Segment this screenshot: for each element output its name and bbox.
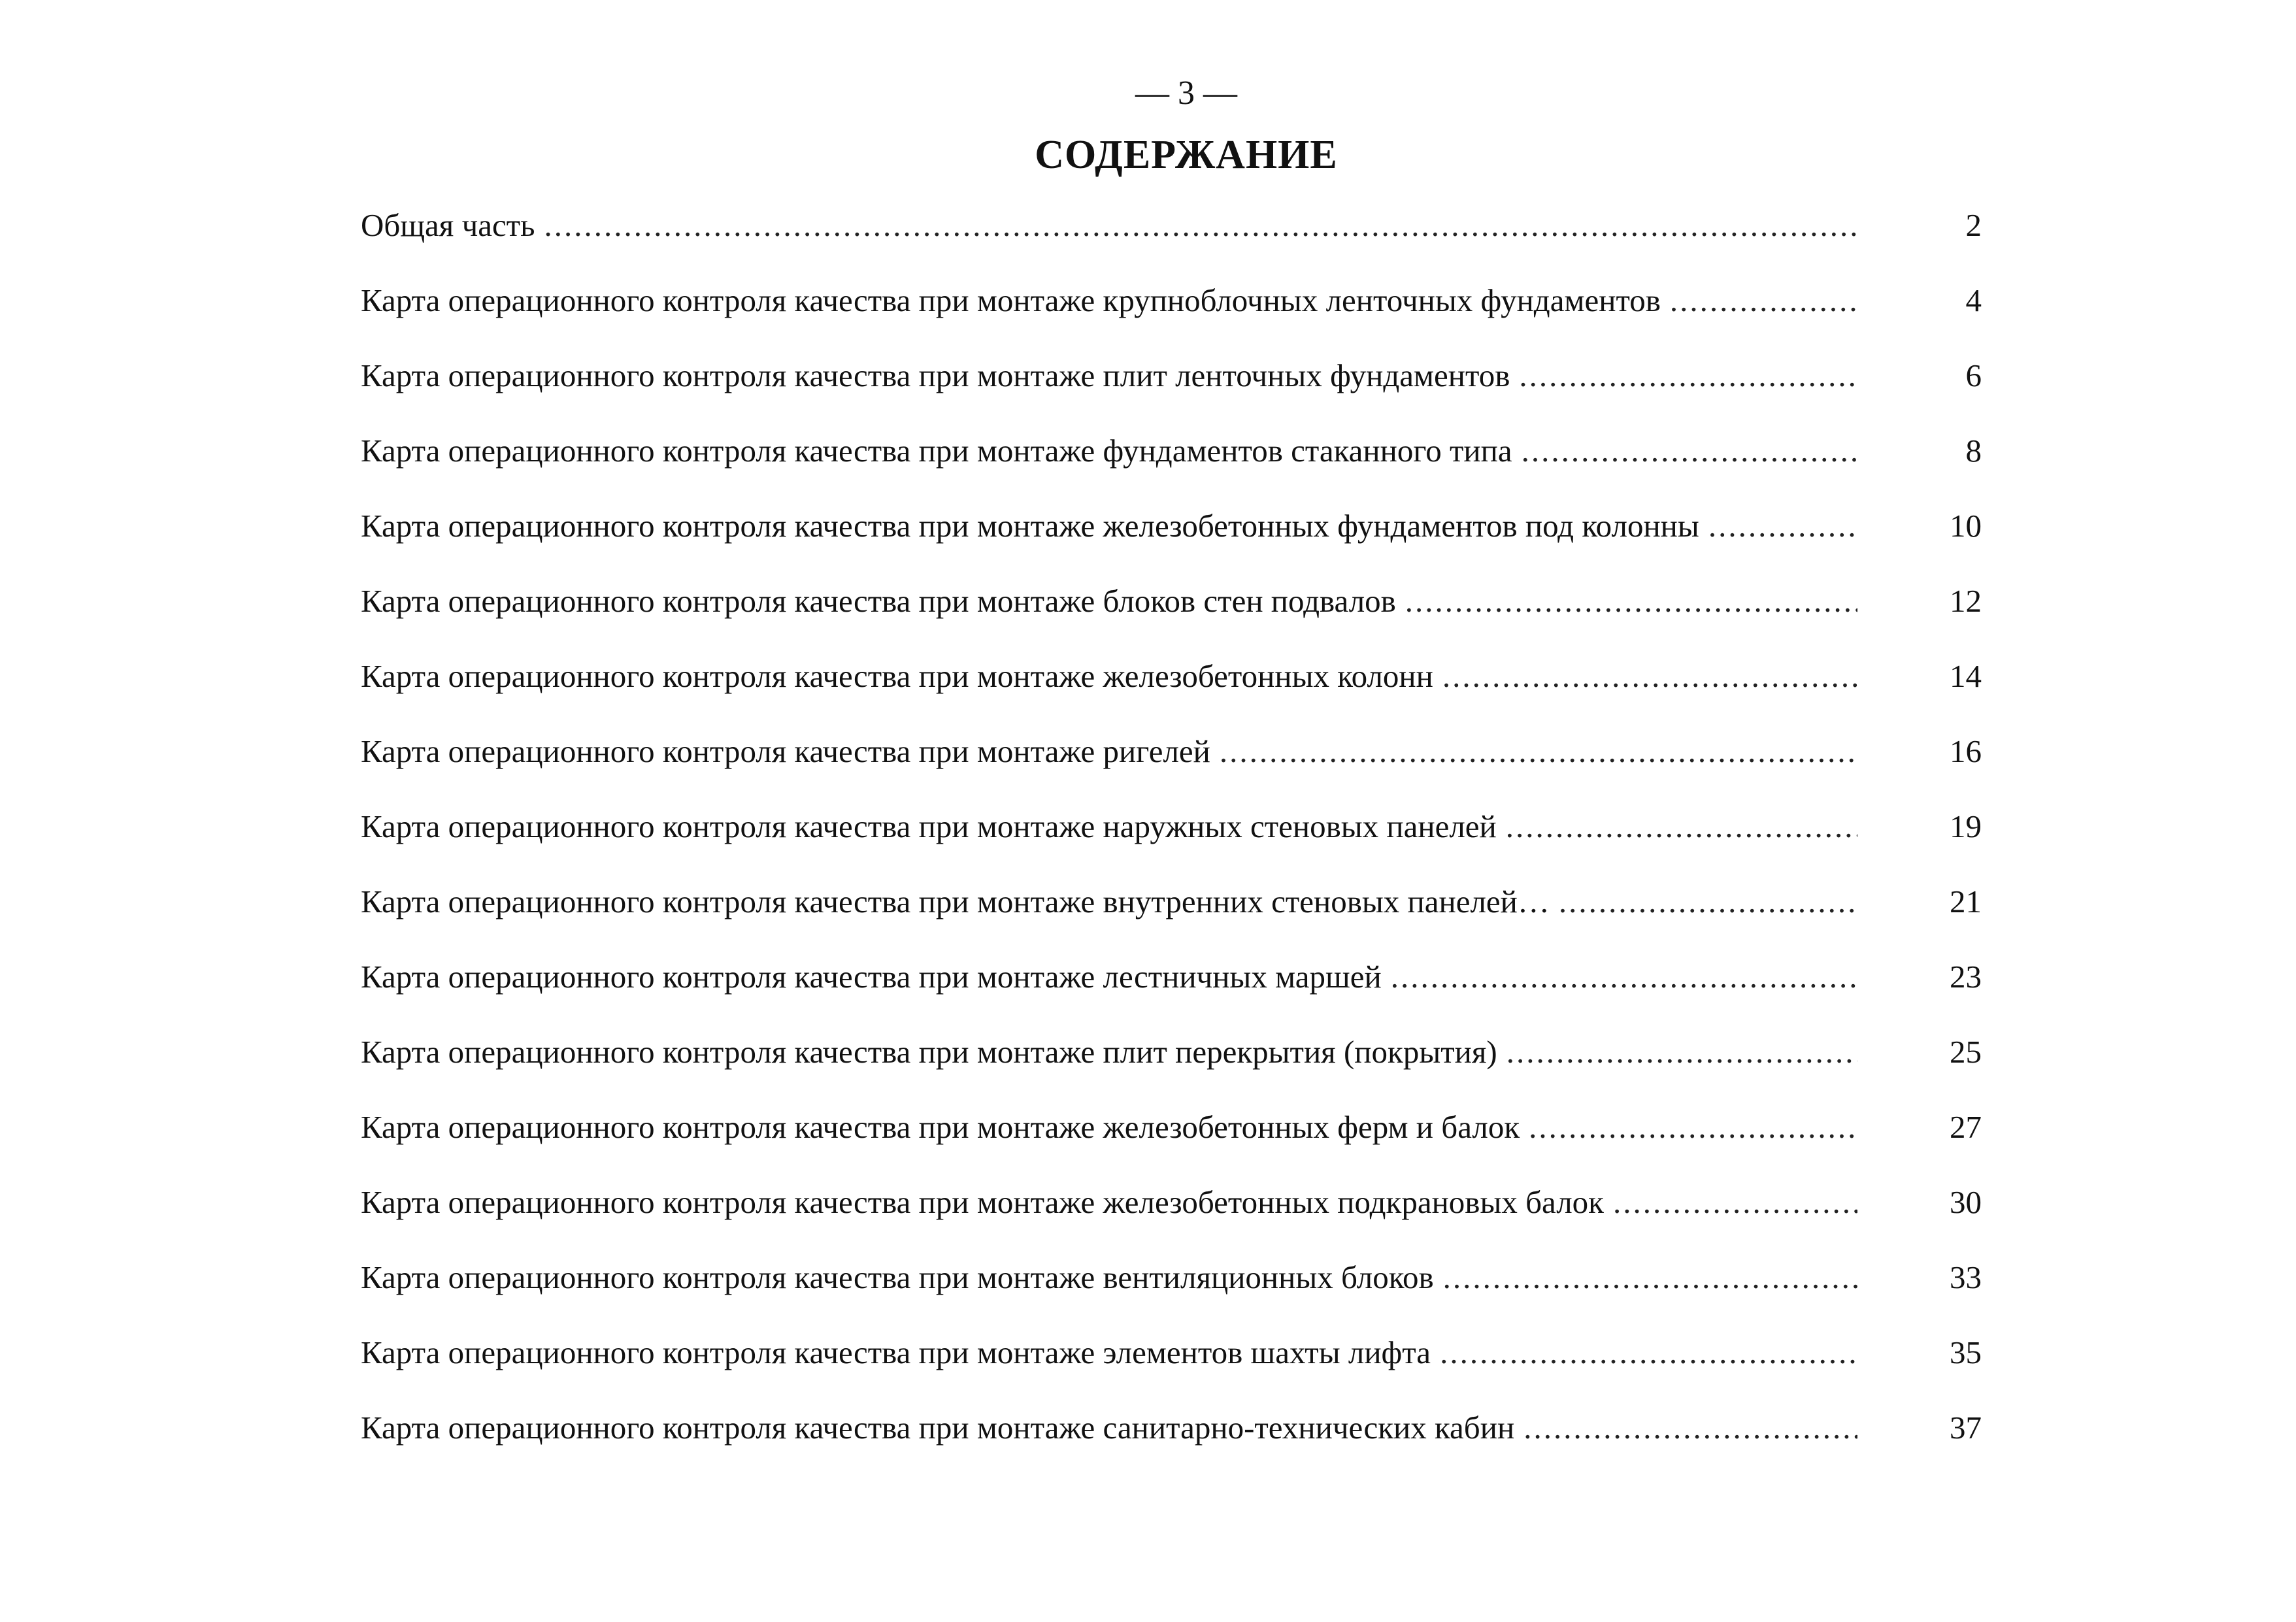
toc-entry[interactable] <box>361 1399 1982 1474</box>
toc-entry[interactable] <box>361 196 1982 271</box>
page-title: СОДЕРЖАНИЕ <box>1035 133 1338 177</box>
toc-entry-title: Карта операционного контроля качества при монтаже плит перекрытия (покрытия) <box>361 1034 1497 1070</box>
toc-entry[interactable] <box>361 872 1982 948</box>
dot-leader <box>1210 722 1857 781</box>
dot-leader <box>1396 572 1857 631</box>
toc-entry[interactable] <box>361 797 1982 872</box>
toc-entry-title: Карта операционного контроля качества при монтаже элементов шахты лифта <box>361 1334 1431 1370</box>
toc-entry-title: Карта операционного контроля качества при монтаже крупноблочных ленточных фундаментов <box>361 282 1661 318</box>
toc-entry-page: 35 <box>1950 1334 1982 1370</box>
toc-entry[interactable] <box>361 722 1982 797</box>
dot-leader <box>1510 346 1857 405</box>
toc-entry[interactable] <box>361 422 1982 497</box>
dot-leader <box>1382 948 1857 1006</box>
toc-entry-title: Карта операционного контроля качества при монтаже железобетонных колонн <box>361 658 1433 694</box>
toc-entry-title: Карта операционного контроля качества при монтаже железобетонных подкрановых балок <box>361 1184 1604 1220</box>
toc-entry[interactable] <box>361 1173 1982 1248</box>
toc-entry-title: Карта операционного контроля качества при монтаже вентиляционных блоков <box>361 1259 1434 1295</box>
toc-entry-page: 37 <box>1950 1410 1982 1446</box>
toc-entry-page: 27 <box>1950 1109 1982 1145</box>
toc-entry-page: 14 <box>1950 658 1982 694</box>
dot-leader <box>1514 1399 1857 1457</box>
dot-leader <box>1699 497 1857 555</box>
toc-entry-page: 25 <box>1950 1034 1982 1070</box>
toc-entry-title: Карта операционного контроля качества при монтаже лестничных маршей <box>361 959 1382 995</box>
dot-leader <box>1497 797 1857 856</box>
toc-entry[interactable] <box>361 497 1982 572</box>
toc-entry-title: Карта операционного контроля качества при монтаже железобетонных ферм и балок <box>361 1109 1520 1145</box>
toc-entry[interactable] <box>361 1248 1982 1323</box>
toc-entry[interactable] <box>361 647 1982 722</box>
toc-entry-page: 4 <box>1965 282 1982 318</box>
table-of-contents <box>361 196 1982 1474</box>
toc-entry-title: Карта операционного контроля качества при монтаже наружных стеновых панелей <box>361 808 1497 844</box>
toc-entry[interactable] <box>361 1023 1982 1098</box>
toc-entry[interactable] <box>361 948 1982 1023</box>
dot-leader <box>1550 872 1857 931</box>
toc-entry[interactable] <box>361 1323 1982 1399</box>
toc-entry[interactable] <box>361 271 1982 346</box>
dot-leader <box>1512 422 1857 480</box>
toc-entry-page: 10 <box>1950 508 1982 544</box>
toc-entry-title: Карта операционного контроля качества при монтаже ригелей <box>361 733 1210 769</box>
toc-entry-title: Карта операционного контроля качества при монтаже железобетонных фундаментов под колонны <box>361 508 1699 544</box>
toc-entry-page: 30 <box>1950 1184 1982 1220</box>
toc-entry-title: Карта операционного контроля качества при монтаже фундаментов стаканного типа <box>361 433 1512 469</box>
toc-entry[interactable] <box>361 572 1982 647</box>
toc-entry-title: Карта операционного контроля качества при монтаже санитарно-технических кабин <box>361 1410 1515 1446</box>
toc-entry-page: 33 <box>1950 1259 1982 1295</box>
toc-entry-page: 19 <box>1950 808 1982 844</box>
toc-entry-page: 2 <box>1965 207 1982 243</box>
toc-entry-page: 23 <box>1950 959 1982 995</box>
dot-leader <box>1431 1323 1857 1382</box>
toc-entry-title: Карта операционного контроля качества при монтаже блоков стен подвалов <box>361 583 1396 619</box>
toc-entry-page: 6 <box>1965 357 1982 393</box>
dot-leader <box>1434 1248 1857 1307</box>
dot-leader <box>1604 1173 1857 1232</box>
toc-entry-page: 8 <box>1965 433 1982 469</box>
toc-entry[interactable] <box>361 346 1982 422</box>
dot-leader <box>1520 1098 1857 1157</box>
toc-entry-title: Карта операционного контроля качества при монтаже плит ленточных фундаментов <box>361 357 1510 393</box>
dot-leader <box>535 196 1858 255</box>
toc-entry-page: 16 <box>1950 733 1982 769</box>
toc-entry-title: Карта операционного контроля качества при монтаже внутренних стеновых панелей… <box>361 884 1550 919</box>
toc-entry-title: Общая часть <box>361 207 535 243</box>
dot-leader <box>1497 1023 1857 1082</box>
dot-leader <box>1661 271 1857 330</box>
toc-entry-page: 12 <box>1950 583 1982 619</box>
toc-entry-page: 21 <box>1950 884 1982 919</box>
dot-leader <box>1433 647 1857 706</box>
toc-entry[interactable] <box>361 1098 1982 1173</box>
page-number: — 3 — <box>1135 74 1237 112</box>
